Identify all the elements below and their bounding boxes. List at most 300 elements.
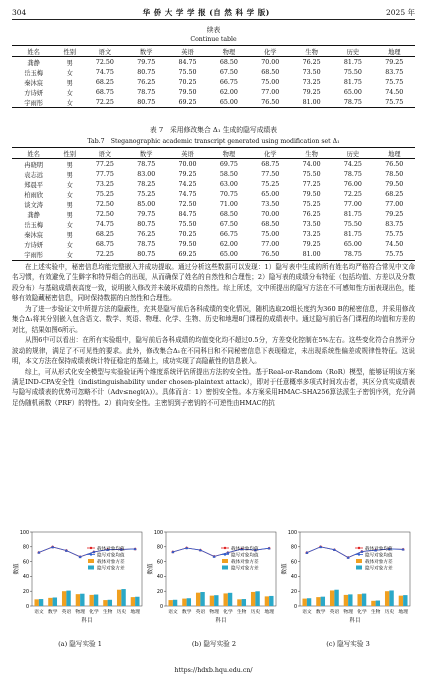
table-cell: 81.00 [302,251,321,259]
table-cell: 81.75 [343,231,362,239]
table-cell: 77.00 [261,88,280,96]
header-rule [12,19,415,20]
y-tick-label: 0 [159,604,163,610]
legend-label: 隐写对象均值 [365,553,393,559]
table-cell: 77.50 [261,170,280,178]
table-cell: 73.50 [302,221,321,229]
column-header: 姓名 [27,48,40,56]
table-cell: 冉晓明 [24,161,44,169]
legend-label: 隐写对象均值 [97,553,125,559]
table-cell: 75.50 [178,221,197,229]
table-cell: 81.00 [302,98,321,106]
table-cell: 79.50 [178,241,197,249]
table-cell: 79.50 [178,88,197,96]
bar-stego-variance [321,597,325,606]
table-cell: 68.25 [95,78,114,86]
x-tick-label: 物理 [343,610,353,615]
table-row [12,250,415,261]
table-cell: 男 [66,171,73,179]
legend-swatch [222,566,228,570]
table-row [12,67,415,77]
table-cell: 76.50 [261,98,280,106]
column-header: 生物 [305,150,318,158]
y-tick-label: 60 [290,560,297,566]
table-cell: 77.75 [95,170,114,178]
bar-stego-variance [389,590,393,606]
legend-label: 隐写对象方差 [97,566,125,572]
table-cell: 76.50 [261,251,280,259]
table-cell: 方诗妍 [24,242,44,250]
bar-carrier-variance [357,594,361,606]
table-cell: 69.25 [178,98,197,106]
bar-stego-variance [80,594,84,606]
table-cell: 72.50 [95,211,114,219]
issue-year: 2025 年 [386,7,415,17]
table-cell: 66.75 [219,231,238,239]
table-cell: 岳玉梅 [24,69,44,77]
figure-6a [12,528,146,633]
x-axis-label: 科目 [215,618,227,624]
y-tick-label: 0 [293,604,297,610]
table-cell: 78.75 [343,98,362,106]
bar-stego-variance [53,597,57,606]
legend-marker [224,547,226,549]
table-cell: 70.00 [261,58,280,66]
x-tick-label: 语文 [302,610,312,615]
y-tick-label: 80 [22,545,29,551]
legend-marker [90,553,92,555]
x-tick-label: 数学 [181,610,192,615]
table-cell: 76.25 [302,211,321,219]
bar-carrier-variance [117,590,121,606]
legend-label: 载体对象方差 [231,559,259,565]
table-cell: 84.75 [178,211,197,219]
bar-carrier-variance [385,591,389,606]
column-header: 历史 [346,150,360,158]
table-cell: 74.00 [302,160,321,168]
table-cell: 72.50 [95,200,114,208]
table-cell: 75.00 [261,231,280,239]
bar-carrier-variance [237,599,241,606]
table-cell: 72.50 [95,58,114,66]
table-row [12,87,415,97]
bar-stego-variance [94,595,98,606]
bar-carrier-variance [344,595,348,606]
y-tick-label: 60 [22,560,29,566]
column-header: 数学 [139,48,153,56]
legend-label: 载体对象均值 [97,546,125,552]
paragraph: 为了进一步验证文中所提方法的隐蔽性，充其是隐写前后各科成绩的变化情况，随机选取20组长度约为360 B的秘密信息，并采用修改集合Δ₁将其分别嵌入包含语文、数学、英语、物理、化学、生物、历史和地理8门课程的成绩表中。通过隐写前后各门课程的均值和方差的对比，结果如图6所示。 [12,304,415,334]
table-cell: 74.75 [95,221,114,229]
bar-chart-exp3 [280,528,414,633]
table-cell: 75.75 [385,251,404,259]
x-tick-label: 化学 [357,610,367,615]
table-row [12,169,415,179]
table-cell: 76.50 [385,160,404,168]
x-axis-label: 科目 [349,618,361,624]
table-row [12,77,415,87]
x-axis-label: 科目 [81,618,93,624]
table-cell: 郑晨平 [24,181,44,189]
column-header: 地理 [388,48,401,56]
legend-swatch [222,559,228,563]
x-tick-label: 英语 [61,610,72,615]
bar-carrier-variance [196,593,200,606]
steganographic-transcript-table [12,147,415,261]
y-tick-label: 100 [19,530,29,536]
bar-carrier-variance [34,599,38,606]
table-cell: 78.50 [385,170,404,178]
table-cell: 宇雨彤 [24,252,44,260]
column-header: 化学 [263,150,277,158]
journal-title: 华 侨 大 学 学 报 (自 然 科 学 版) [142,7,270,17]
y-tick-label: 80 [290,545,297,551]
table-cell: 79.25 [385,58,404,66]
x-tick-label: 化学 [89,610,99,615]
y-tick-label: 60 [156,560,163,566]
x-tick-label: 语文 [168,610,178,615]
table-row [12,179,415,189]
legend-label: 载体对象均值 [365,546,393,552]
table-cell: 秦沐宸 [24,232,44,240]
table-cell: 79.25 [302,88,321,96]
table-cell: 68.50 [261,68,280,76]
page-number: 304 [12,7,27,17]
bar-stego-variance [121,589,125,606]
table-cell: 74.25 [343,160,362,168]
table-cell: 77.25 [302,180,321,188]
column-header: 物理 [222,48,236,56]
bar-stego-variance [334,590,338,606]
table-cell: 65.00 [261,190,280,198]
bar-stego-variance [403,595,407,606]
table-cell: 74.25 [178,180,197,188]
table-cell: 75.50 [343,68,362,76]
table-cell: 65.00 [219,251,238,259]
bar-stego-variance [108,600,112,606]
table-cell: 79.25 [302,241,321,249]
body-text [12,262,415,408]
table-cell: 男 [66,161,73,169]
bar-stego-variance [362,594,366,606]
subcaption-b: (b) 隐写实验 2 [191,640,237,648]
table-cell: 袁志远 [24,171,44,179]
subcaption-a: (a) 隐写实验 1 [58,640,102,648]
legend-marker [358,547,360,549]
paragraph: 在上述实验中，秘密信息均能完整嵌入并成功提取。通过分析这些数据可以发现：1）隐写表中生成的所有姓名均严格符合常见中文命名习惯，有效避免了生僻字和特异组合的出现，从而确保了姓名的自然性和合理性；2）隐写表的成绩分布特征（包括均值、方差以及分数段分布）与基础成绩表高度一致，说明嵌入修改并未破坏成绩的自然性。综上所述，文中所提出的隐写方法在不可感知性方面表现出色，能够有效隐藏秘密信息，同时保持数据的自然性和合理性。 [12,263,415,303]
table-cell: 80.75 [137,98,156,106]
table-row [12,97,415,108]
x-tick-label: 生物 [102,610,113,615]
table-cell: 67.50 [219,68,238,76]
x-tick-label: 历史 [116,610,127,615]
x-tick-label: 化学 [223,610,233,615]
x-tick-label: 地理 [130,610,140,615]
column-header: 地理 [388,150,401,158]
y-tick-label: 100 [287,530,297,536]
bar-chart-exp2 [146,528,280,633]
bar-stego-variance [173,600,177,606]
y-tick-label: 20 [290,590,297,595]
table-row [12,240,415,250]
legend-swatch [88,559,94,563]
table-cell: 80.75 [137,221,156,229]
figure-6c [280,528,414,633]
bar-carrier-variance [48,598,52,606]
table-row [12,209,415,219]
footer-url[interactable]: https://hdxb.hqu.edu.cn/ [174,667,253,674]
table-cell: 68.50 [219,211,238,219]
table-cell: 79.25 [178,170,197,178]
table-cell: 73.25 [302,231,321,239]
table-row [12,57,415,68]
table-cell: 77.25 [95,160,114,168]
table-cell: 65.00 [219,98,238,106]
table-cell: 68.50 [261,221,280,229]
column-header: 姓名 [27,150,40,158]
x-tick-label: 历史 [384,610,395,615]
bar-carrier-variance [330,590,334,606]
table-cell: 75.25 [137,190,156,198]
subcaption-c: (c) 隐写实验 3 [326,640,370,648]
table-cell: 58.50 [219,170,238,178]
legend-label: 隐写对象均值 [231,553,259,559]
table-cell: 79.75 [137,58,156,66]
table-cell: 70.25 [178,78,197,86]
table-cell: 女 [66,181,73,189]
table-row [12,199,415,209]
paragraph: 综上，可从形式化安全模型与实验验证两个维度系统评估所提出方法的安全性。基于Real-or-Random（RoR）模型，能够证明该方案满足IND-CPA安全性（indistinguishability under chosen-plaintext attack），即对于任意概率多项式时间攻击者，其区分真实成绩表与隐写成绩表的优势可忽略不计（Adv≤negl(λ)）。具体而言：1）密钥安全性。本方案采用HMAC-SHA256算法派生子密钥序列，充分满足伪随机函数（PRF）的特性。2）前向安全性。主密钥到子密钥的不可逆性由HMAC的抗 [12,367,415,407]
bar-carrier-variance [210,596,214,606]
table-cell: 秦沐宸 [24,79,44,87]
table-cell: 柏雨欣 [24,191,44,199]
bar-carrier-variance [62,591,66,606]
y-tick-label: 40 [22,575,29,581]
table-cell: 女 [66,99,73,107]
x-tick-label: 数学 [315,610,326,615]
table-cell: 66.75 [219,78,238,86]
table-cell: 女 [66,69,73,77]
bar-stego-variance [242,599,246,606]
x-tick-label: 语文 [34,610,44,615]
table-cell: 81.75 [343,58,362,66]
column-header: 性别 [63,150,77,158]
x-tick-label: 生物 [370,610,381,615]
x-tick-label: 地理 [264,610,274,615]
bar-carrier-variance [131,597,135,606]
table-cell: 84.75 [178,58,197,66]
y-tick-label: 0 [25,604,29,610]
table-cell: 75.25 [302,200,321,208]
bar-carrier-variance [89,595,93,606]
bar-carrier-variance [399,596,403,606]
table-cell: 72.25 [95,251,114,259]
table-cont-title-en: Continue table [190,36,237,43]
table-cell: 女 [66,222,73,230]
table-cell: 75.75 [385,98,404,106]
table-cell: 67.50 [219,221,238,229]
legend-marker [224,553,226,555]
bar-carrier-variance [182,599,186,606]
bar-stego-variance [135,597,139,606]
bar-stego-variance [39,599,43,606]
table-cell: 72.25 [343,190,362,198]
table-cell: 70.00 [178,160,197,168]
table-cell: 68.75 [261,160,280,168]
column-header: 物理 [222,150,236,158]
table-cell: 75.50 [302,170,321,178]
table-cell: 男 [66,201,73,209]
bar-carrier-variance [223,593,227,606]
bar-carrier-variance [251,592,255,606]
table-cell: 62.00 [219,88,238,96]
table-cell: 女 [66,191,73,199]
table-cell: 63.00 [219,180,238,188]
table-cell: 龚静 [27,212,40,220]
table-row [12,159,415,170]
table-cell: 75.75 [385,78,404,86]
x-tick-label: 英语 [329,610,340,615]
legend-marker [358,553,360,555]
table-cell: 70.25 [178,231,197,239]
transcript-table-continued [12,45,415,108]
table-cell: 70.00 [261,211,280,219]
page-header [12,6,415,18]
table7-title-en: Tab.7 Steganographic academic transcript generated using modification set Δ₁ [87,138,340,145]
table-cell: 71.00 [219,200,238,208]
table-cell: 80.75 [137,68,156,76]
bar-stego-variance [66,591,70,606]
legend-label: 载体对象方差 [97,559,125,565]
table-cell: 78.75 [137,88,156,96]
table-cell: 77.00 [385,200,404,208]
table-cell: 男 [66,79,73,87]
bar-chart-exp1 [12,528,146,633]
table-cell: 谈文涛 [24,201,44,209]
table-cell: 79.75 [137,211,156,219]
x-tick-label: 生物 [236,610,247,615]
table-cell: 83.00 [137,170,156,178]
y-tick-label: 20 [156,590,163,595]
table-header-row [12,46,415,57]
table-cell: 方诗妍 [24,89,44,97]
table-cell: 68.25 [385,190,404,198]
bar-stego-variance [307,598,311,606]
table-cell: 83.75 [385,68,404,76]
bar-stego-variance [255,591,259,606]
table-cell: 男 [66,232,73,240]
column-header: 数学 [139,150,153,158]
bar-stego-variance [348,594,352,606]
table-cell: 宇雨彤 [24,99,44,107]
bar-stego-variance [376,601,380,606]
y-axis-label: 数值 [14,563,20,575]
bar-stego-variance [228,593,232,606]
table-cell: 68.50 [219,58,238,66]
table-cell: 74.50 [385,241,404,249]
table-cell: 女 [66,242,73,250]
table-cell: 龚静 [27,59,40,67]
legend-swatch [356,559,362,563]
table-cell: 65.00 [343,241,362,249]
table-cell: 81.75 [343,78,362,86]
y-tick-label: 40 [290,575,297,581]
table-cell: 69.75 [219,160,238,168]
column-header: 语文 [98,48,112,56]
table-cell: 79.50 [302,190,321,198]
x-tick-label: 地理 [398,610,408,615]
bar-carrier-variance [316,597,320,606]
table-row [12,230,415,240]
y-tick-label: 40 [156,575,163,581]
legend-label: 载体对象均值 [231,546,259,552]
table-row [12,189,415,199]
column-header: 生物 [305,48,318,56]
table-cell: 76.25 [137,78,156,86]
table-cell: 77.00 [261,241,280,249]
table-cell: 76.25 [302,58,321,66]
table-cell: 男 [66,212,73,220]
table-cell: 83.75 [385,221,404,229]
legend-label: 隐写对象方差 [231,566,259,572]
x-tick-label: 物理 [209,610,219,615]
table-cell: 男 [66,59,73,67]
table-cell: 68.75 [95,241,114,249]
legend-label: 载体对象方差 [365,559,393,565]
table-row [12,220,415,230]
table-cell: 73.25 [95,180,114,188]
table-header-row [12,148,415,159]
table-cell: 68.25 [95,231,114,239]
table-cell: 76.25 [137,231,156,239]
figure-6b [146,528,280,633]
table-cell: 74.75 [95,68,114,76]
table-cell: 85.00 [137,200,156,208]
table-cell: 72.25 [95,98,114,106]
table-cont-title-cn: 续表 [206,26,221,34]
legend-label: 隐写对象方差 [365,566,393,572]
legend-swatch [356,566,362,570]
table-cell: 77.00 [343,200,362,208]
table-cell: 79.50 [385,180,404,188]
bar-carrier-variance [76,594,80,606]
y-tick-label: 20 [22,590,29,595]
table-cell: 75.00 [261,78,280,86]
table-cell: 81.75 [343,211,362,219]
column-header: 英语 [181,48,194,56]
bar-carrier-variance [302,599,306,606]
paragraph: 从图6中可以看出：在所有实验组中，隐写前后各科成绩的均值变化均不超过0.5分，方差变化控制在5%左右。这些变化符合自然评分波动的规律，满足了不可见性的要求。此外，修改集合Δ₁在不同科目和不同秘密信息下表现稳定，未出现系统性偏差或规律性特征。这说明，本文方法在保持成绩表统计特征稳定的基础上，成功实现了高隐蔽性的信息嵌入。 [12,336,415,366]
table-cell: 74.50 [385,88,404,96]
bar-carrier-variance [265,596,269,606]
table-cell: 73.25 [302,78,321,86]
table-cell: 62.00 [219,241,238,249]
table-cell: 女 [66,252,73,260]
table-cell: 75.50 [178,68,197,76]
bar-stego-variance [269,596,273,606]
table-cell: 80.75 [137,251,156,259]
table-cell: 68.75 [95,88,114,96]
column-header: 语文 [98,150,112,158]
table-cell: 79.25 [385,211,404,219]
bar-stego-variance [187,598,191,606]
table-cell: 78.75 [343,251,362,259]
table-cell: 78.25 [137,180,156,188]
table-cell: 75.75 [385,231,404,239]
table-cell: 78.75 [343,170,362,178]
table-cell: 69.25 [178,251,197,259]
bar-stego-variance [214,595,218,606]
